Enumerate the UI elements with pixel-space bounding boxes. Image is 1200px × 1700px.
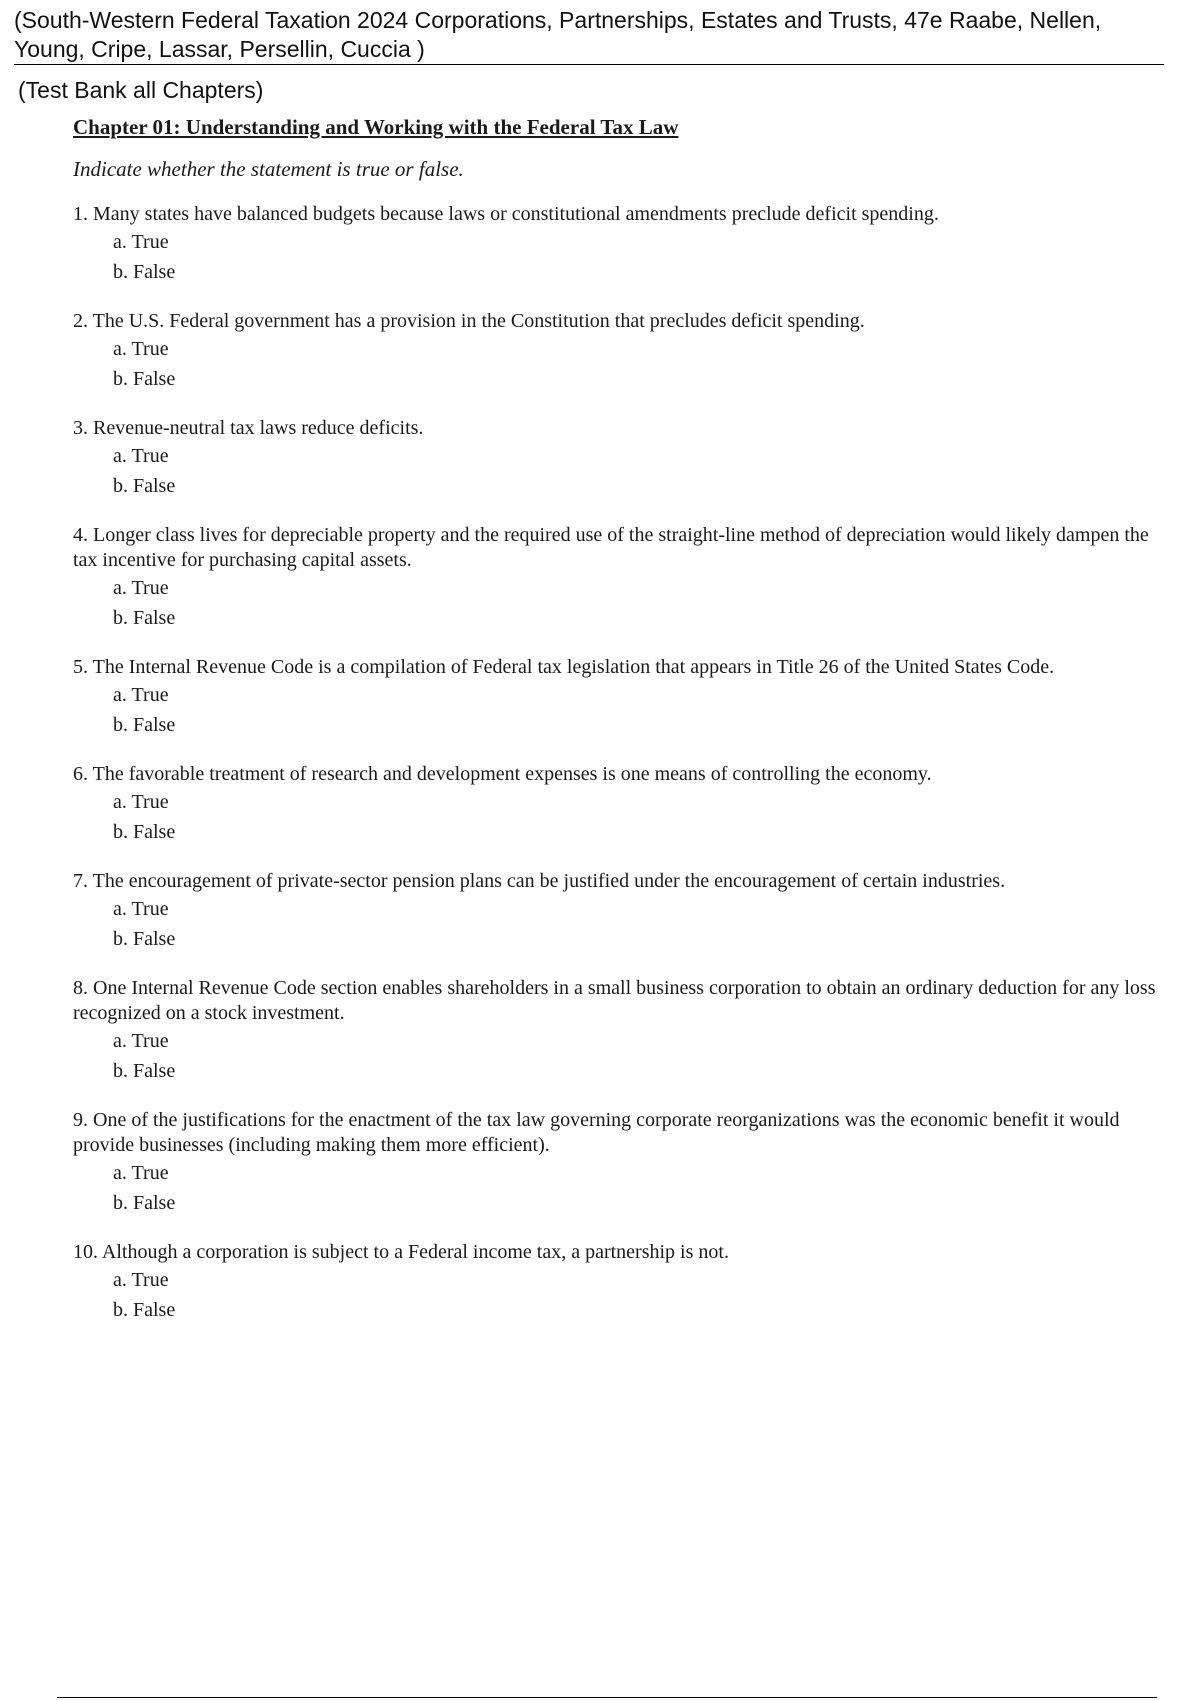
answer-option-true: a. True <box>113 684 169 706</box>
question-text: 10. Although a corporation is subject to a Federal income tax, a partnership is not. <box>73 1241 729 1263</box>
document-header-title: (South-Western Federal Taxation 2024 Corporations, Partnerships, Estates and Trusts, 47e Raabe, Nellen, Young, Cripe, Lassar, Persellin, Cuccia ) <box>14 7 1102 62</box>
answer-option-true: a. True <box>113 445 169 467</box>
question-item <box>73 762 1168 847</box>
question-text: 7. The encouragement of private-sector pension plans can be justified under the encouragement of certain industries. <box>73 870 1006 892</box>
answer-option-false: b. False <box>113 714 176 736</box>
question-item <box>73 869 1168 954</box>
question-text: 2. The U.S. Federal government has a provision in the Constitution that precludes deficit spending. <box>73 310 865 332</box>
question-item <box>73 523 1168 633</box>
answer-option-true: a. True <box>113 1030 169 1052</box>
question-text: 3. Revenue-neutral tax laws reduce deficits. <box>73 417 424 439</box>
answer-option-false: b. False <box>113 1192 176 1214</box>
answer-option-false: b. False <box>113 928 176 950</box>
answer-option-false: b. False <box>113 261 176 283</box>
document-header <box>14 6 1164 65</box>
answer-option-false: b. False <box>113 1299 176 1321</box>
answer-option-false: b. False <box>113 475 176 497</box>
answer-option-true: a. True <box>113 1162 169 1184</box>
question-text: 5. The Internal Revenue Code is a compilation of Federal tax legislation that appears in Title 26 of the United States Code. <box>73 656 1055 678</box>
question-item <box>73 1108 1168 1218</box>
answer-option-true: a. True <box>113 577 169 599</box>
question-text: 6. The favorable treatment of research and development expenses is one means of controlling the economy. <box>73 763 932 785</box>
question-text: 9. One of the justifications for the enactment of the tax law governing corporate reorganizations was the economic benefit it would provide businesses (including making them more efficient). <box>73 1109 1120 1156</box>
question-item <box>73 655 1168 740</box>
answer-option-false: b. False <box>113 1060 176 1082</box>
question-item <box>73 202 1168 287</box>
instructions: Indicate whether the statement is true or false. <box>73 157 464 181</box>
answer-option-true: a. True <box>113 1269 169 1291</box>
question-item <box>73 1240 1168 1325</box>
test-bank-content <box>73 114 1168 1347</box>
answer-option-false: b. False <box>113 368 176 390</box>
answer-option-true: a. True <box>113 791 169 813</box>
question-item <box>73 976 1168 1086</box>
question-item <box>73 416 1168 501</box>
question-text: 1. Many states have balanced budgets because laws or constitutional amendments preclude deficit spending. <box>73 203 939 225</box>
document-subtitle: (Test Bank all Chapters) <box>18 77 264 103</box>
footer-divider <box>57 1697 1157 1698</box>
question-text: 8. One Internal Revenue Code section enables shareholders in a small business corporation to obtain an ordinary deduction for any loss recognized on a stock investment. <box>73 977 1156 1024</box>
answer-option-false: b. False <box>113 821 176 843</box>
chapter-title: Chapter 01: Understanding and Working with the Federal Tax Law <box>73 115 679 139</box>
answer-option-true: a. True <box>113 231 169 253</box>
answer-option-true: a. True <box>113 898 169 920</box>
question-item <box>73 309 1168 394</box>
answer-option-false: b. False <box>113 607 176 629</box>
answer-option-true: a. True <box>113 338 169 360</box>
question-text: 4. Longer class lives for depreciable property and the required use of the straight-line method of depreciation would likely dampen the tax incentive for purchasing capital assets. <box>73 524 1149 571</box>
question-list <box>73 202 1168 1325</box>
